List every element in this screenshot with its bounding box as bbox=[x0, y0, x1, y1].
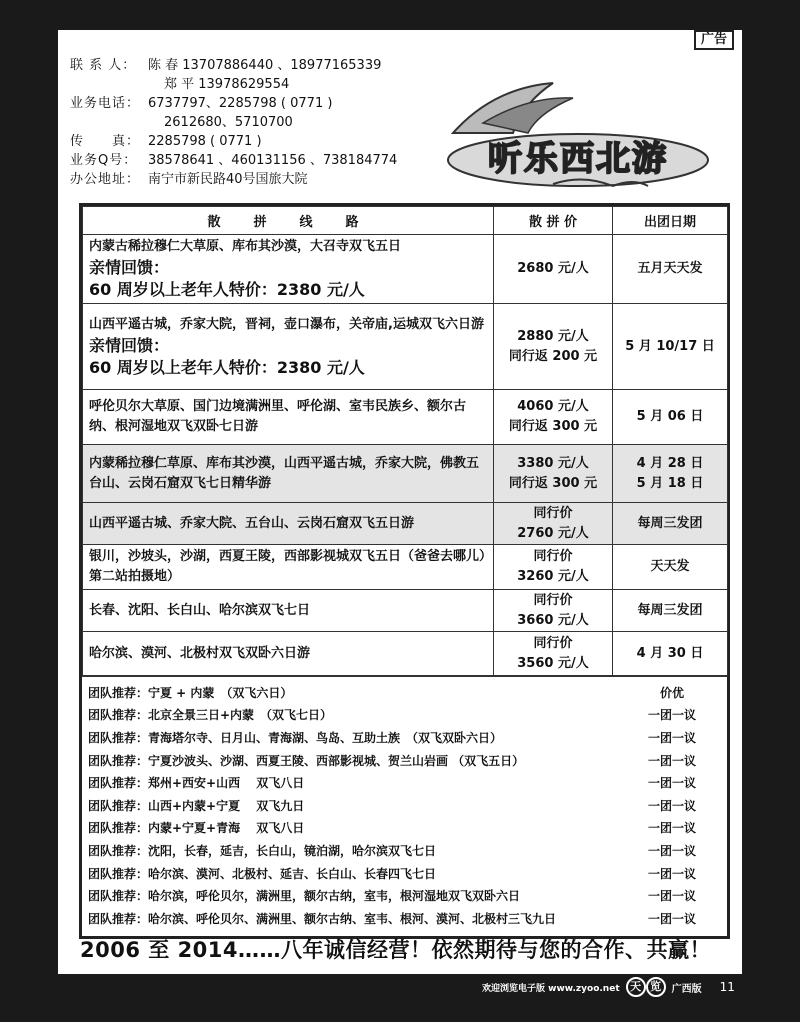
table-row bbox=[83, 632, 728, 676]
phone-label: 业务电话： bbox=[70, 96, 141, 111]
team-note: 一团一议 bbox=[647, 843, 696, 858]
table-row bbox=[83, 390, 728, 445]
price-line-1: 3380 元/人 bbox=[517, 455, 589, 471]
footer-website[interactable]: 欢迎浏览电子版 www.zyoo.net bbox=[482, 983, 620, 994]
price-cell bbox=[494, 390, 613, 445]
price-line-2: 3560 元/人 bbox=[517, 655, 589, 671]
team-row bbox=[82, 704, 727, 727]
fax-row bbox=[70, 132, 397, 151]
contact-person-2: 郑 平 13978629554 bbox=[164, 77, 290, 92]
phone-row bbox=[70, 94, 397, 113]
header-price: 散 拼 价 bbox=[494, 207, 613, 235]
route-name: 长春、沈阳、长白山、哈尔滨双飞七日 bbox=[89, 602, 311, 618]
team-route: 团队推荐：哈尔滨，呼伦贝尔，满洲里，额尔古纳，室韦，根河湿地双飞双卧六日 bbox=[88, 889, 521, 904]
table-row bbox=[83, 445, 728, 503]
team-recommendations bbox=[82, 676, 727, 936]
special-price: 60 周岁以上老年人特价：2380 元/人 bbox=[89, 357, 365, 377]
table-row bbox=[83, 503, 728, 545]
header-route: 散 拼 线 路 bbox=[83, 207, 494, 235]
price-cell bbox=[494, 304, 613, 390]
badge-right: 览 bbox=[646, 977, 666, 997]
team-note: 一团一议 bbox=[647, 889, 696, 904]
price-line-1: 2680 元/人 bbox=[517, 261, 589, 276]
team-route: 团队推荐：宁夏 + 内蒙 （双飞六日） bbox=[88, 685, 293, 700]
team-route: 团队推荐：内蒙+宁夏+青海 双飞八日 bbox=[88, 821, 305, 836]
phone-line-1: 6737797、2285798 ( 0771 ) bbox=[148, 96, 333, 111]
footer-edition: 广西版 bbox=[671, 983, 702, 995]
table-row bbox=[83, 235, 728, 304]
table-row bbox=[83, 304, 728, 390]
date-cell bbox=[613, 390, 728, 445]
address-label: 办公地址： bbox=[70, 172, 141, 187]
price-cell bbox=[494, 632, 613, 676]
price-cell bbox=[494, 590, 613, 632]
price-cell bbox=[494, 503, 613, 545]
special-label: 亲情回馈： bbox=[89, 335, 170, 355]
address: 南宁市新民路40号国旅大院 bbox=[148, 172, 308, 187]
date-cell bbox=[613, 545, 728, 590]
team-note: 一团一议 bbox=[647, 753, 696, 768]
date-cell bbox=[613, 590, 728, 632]
date-line-1: 每周三发团 bbox=[637, 602, 703, 618]
team-route: 团队推荐：青海塔尔寺、日月山、青海湖、鸟岛、互助土族 （双飞双卧六日） bbox=[88, 730, 503, 745]
contact-person-1: 陈 春 13707886440 、18977165339 bbox=[148, 58, 382, 73]
route-name: 呼伦贝尔大草原、国门边境满洲里、呼伦湖、室韦民族乡、额尔古纳、根河湿地双飞双卧七日游 bbox=[89, 399, 467, 434]
team-row bbox=[82, 794, 727, 817]
qq-row bbox=[70, 151, 397, 170]
address-row bbox=[70, 170, 397, 189]
route-name-cell bbox=[83, 632, 494, 676]
table-row bbox=[83, 590, 728, 632]
page-number: 11 bbox=[719, 980, 735, 994]
team-note: 一团一议 bbox=[647, 730, 696, 745]
route-name: 山西平遥古城、乔家大院、五台山、云岗石窟双飞五日游 bbox=[89, 515, 415, 531]
route-table bbox=[82, 206, 728, 676]
price-line-1: 同行价 bbox=[533, 549, 573, 564]
slogan: 2006 至 2014……八年诚信经营！依然期待与您的合作、共赢！ bbox=[80, 938, 712, 962]
date-line-1: 每周三发团 bbox=[637, 515, 703, 531]
route-name-cell bbox=[83, 503, 494, 545]
footer-badge-icon bbox=[626, 977, 666, 997]
team-row bbox=[82, 907, 727, 930]
team-note: 一团一议 bbox=[647, 866, 696, 881]
date-line-1: 5 月 10/17 日 bbox=[625, 338, 715, 354]
route-name-cell bbox=[83, 545, 494, 590]
contact-person-row bbox=[70, 56, 397, 75]
logo-graphic bbox=[433, 78, 718, 198]
fax-label: 传 真： bbox=[70, 134, 141, 149]
date-line-1: 4 月 28 日 bbox=[636, 455, 704, 471]
price-line-1: 同行价 bbox=[533, 592, 573, 608]
route-name: 内蒙古稀拉穆仁大草原、库布其沙漠，大召寺双飞五日 bbox=[89, 239, 402, 254]
team-row bbox=[82, 749, 727, 772]
team-row bbox=[82, 681, 727, 704]
team-row bbox=[82, 817, 727, 840]
route-name: 哈尔滨、漠河、北极村双飞双卧六日游 bbox=[89, 645, 311, 661]
price-line-1: 4060 元/人 bbox=[517, 399, 589, 414]
team-row bbox=[82, 862, 727, 885]
route-name-cell bbox=[83, 304, 494, 390]
special-price: 60 周岁以上老年人特价：2380 元/人 bbox=[89, 280, 365, 299]
brand-logo bbox=[433, 78, 718, 198]
team-note: 一团一议 bbox=[647, 821, 696, 836]
price-cell bbox=[494, 445, 613, 503]
ad-label: 广告 bbox=[694, 30, 734, 50]
route-name-cell bbox=[83, 445, 494, 503]
route-name: 银川，沙坡头，沙湖，西夏王陵，西部影视城双飞五日（爸爸去哪儿）第二站拍摄地） bbox=[89, 549, 486, 584]
price-cell bbox=[494, 235, 613, 304]
header-date: 出团日期 bbox=[613, 207, 728, 235]
price-cell bbox=[494, 545, 613, 590]
team-route: 团队推荐：郑州+西安+山西 双飞八日 bbox=[88, 776, 305, 791]
team-route: 团队推荐：宁夏沙波头、沙湖、西夏王陵、西部影视城、贺兰山岩画 （双飞五日） bbox=[88, 753, 525, 768]
badge-left: 天 bbox=[626, 977, 646, 997]
team-route: 团队推荐：山西+内蒙+宁夏 双飞九日 bbox=[88, 798, 305, 813]
price-line-1: 同行价 bbox=[533, 635, 573, 651]
contact-person-label: 联 系 人： bbox=[70, 58, 137, 73]
logo-text: 听乐西北游 bbox=[488, 139, 668, 179]
team-note: 一团一议 bbox=[647, 798, 696, 813]
price-line-2: 同行返 200 元 bbox=[508, 348, 598, 364]
date-cell bbox=[613, 445, 728, 503]
team-route: 团队推荐：沈阳，长春，延吉，长白山，镜泊湖，哈尔滨双飞七日 bbox=[88, 843, 437, 858]
team-note: 价优 bbox=[659, 685, 684, 700]
fax-number: 2285798 ( 0771 ) bbox=[148, 134, 262, 149]
qq-label: 业务Q号： bbox=[70, 153, 138, 168]
special-label: 亲情回馈： bbox=[89, 258, 170, 277]
team-note: 一团一议 bbox=[647, 911, 696, 926]
price-line-2: 同行返 300 元 bbox=[508, 419, 598, 434]
team-route: 团队推荐：北京全景三日+内蒙 （双飞七日） bbox=[88, 708, 333, 723]
route-table-box bbox=[79, 203, 730, 939]
route-name-cell bbox=[83, 235, 494, 304]
team-note: 一团一议 bbox=[647, 708, 696, 723]
date-line-2: 5 月 18 日 bbox=[636, 475, 704, 491]
team-row bbox=[82, 771, 727, 794]
price-line-2: 同行返 300 元 bbox=[508, 475, 598, 491]
date-cell bbox=[613, 503, 728, 545]
team-note: 一团一议 bbox=[647, 776, 696, 791]
team-route: 团队推荐：哈尔滨、漠河、北极村、延吉、长白山、长春四飞七日 bbox=[88, 866, 437, 881]
team-row bbox=[82, 839, 727, 862]
date-cell bbox=[613, 304, 728, 390]
date-line-1: 天天发 bbox=[650, 559, 690, 574]
date-cell bbox=[613, 235, 728, 304]
route-name: 内蒙稀拉穆仁草原、库布其沙漠，山西平遥古城，乔家大院，佛教五台山、云岗石窟双飞七日精华游 bbox=[89, 455, 480, 491]
phone-line-2: 2612680、5710700 bbox=[164, 115, 293, 130]
team-route: 团队推荐：哈尔滨、呼伦贝尔、满洲里、额尔古纳、室韦、根河、漠河、北极村三飞九日 bbox=[88, 911, 557, 926]
route-name-cell bbox=[83, 390, 494, 445]
team-row bbox=[82, 884, 727, 907]
date-line-1: 五月天天发 bbox=[637, 261, 703, 276]
route-name-cell bbox=[83, 590, 494, 632]
price-line-1: 2880 元/人 bbox=[517, 328, 589, 344]
date-line-1: 5 月 06 日 bbox=[636, 409, 704, 424]
date-cell bbox=[613, 632, 728, 676]
price-line-1: 同行价 bbox=[533, 505, 573, 521]
route-name: 山西平遥古城，乔家大院，晋祠，壶口瀑布，关帝庙,运城双飞六日游 bbox=[89, 316, 484, 332]
price-line-2: 3260 元/人 bbox=[517, 569, 589, 584]
qq-numbers: 38578641 、460131156 、738184774 bbox=[148, 153, 398, 168]
advertisement-page bbox=[58, 30, 742, 974]
table-header-row bbox=[83, 207, 728, 235]
page-footer bbox=[482, 976, 735, 998]
table-row bbox=[83, 545, 728, 590]
date-line-1: 4 月 30 日 bbox=[636, 645, 704, 661]
price-line-2: 3660 元/人 bbox=[517, 612, 589, 628]
contact-block bbox=[70, 56, 397, 189]
team-row bbox=[82, 726, 727, 749]
price-line-2: 2760 元/人 bbox=[517, 525, 589, 541]
